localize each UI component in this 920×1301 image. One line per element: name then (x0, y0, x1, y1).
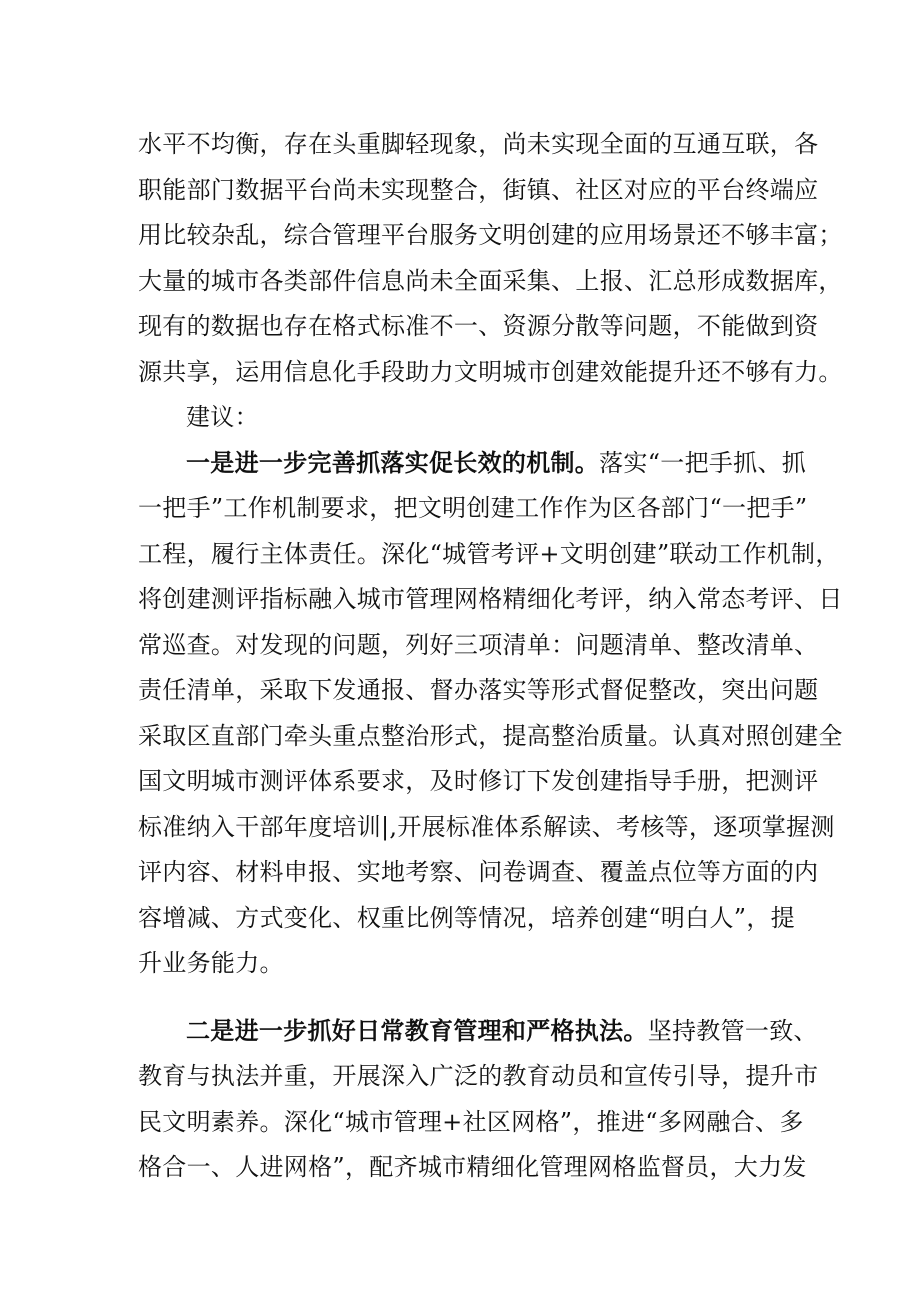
text-line: 现有的数据也存在格式标准不一、资源分散等问题，不能做到资 (138, 312, 819, 340)
text-line: 常巡查。对发现的问题，列好三项清单：问题清单、整改清单、 (138, 630, 819, 659)
paragraph-gap (138, 987, 788, 1009)
item-2-heading: 二是进一步抓好日常教育管理和严格执法。 (186, 1016, 648, 1045)
text-line: 格合一、人进网格”，配齐城市精细化管理网格监督员，大力发 (138, 1153, 807, 1181)
text-line: 国文明城市测评体系要求，及时修订下发创建指导手册，把测评 (138, 767, 819, 795)
text-line: 职能部门数据平台尚未实现整合，街镇、社区对应的平台终端应 (138, 175, 819, 204)
item-2-first-line-rest: 坚持教管一致、 (647, 1016, 818, 1045)
text-line: 将创建测评指标融入城市管理网格精细化考评，纳入常态考评、日 (138, 585, 843, 613)
item-1-heading: 一是进一步完善抓落实促长效的机制。 (186, 448, 600, 477)
text-line: 采取区直部门牵头重点整治形式，提高整治质量。认真对照创建全 (138, 721, 843, 750)
text-line: 评内容、材料申报、实地考察、问卷调查、覆盖点位等方面的内 (138, 858, 819, 886)
item-1-first-line-rest: 落实“一把手抓、抓 (599, 448, 807, 477)
text-line: 大量的城市各类部件信息尚未全面采集、上报、汇总形成数据库， (138, 266, 843, 295)
text-line: 责任清单，采取下发通报、督办落实等形式督促整改，突出问题 (138, 676, 819, 704)
document-body (138, 122, 843, 1191)
text-line: 标准纳入干部年度培训|,开展标准体系解读、考核等，逐项掌握测 (138, 812, 835, 841)
text-line: 工程，履行主体责任。深化“城管考评+文明创建”联动工作机制， (138, 539, 840, 568)
text-line: 水平不均衡，存在头重脚轻现象，尚未实现全面的互通互联，各 (138, 130, 819, 158)
text-line: 教育与执法并重，开展深入广泛的教育动员和宣传引导，提升市 (138, 1062, 819, 1090)
text-line: 源共享，运用信息化手段助力文明城市创建效能提升还不够有力。 (138, 357, 843, 386)
text-line: 民文明素养。深化“城市管理+社区网格”，推进“多网融合、多 (138, 1107, 804, 1136)
suggestion-label: 建议： (186, 403, 259, 431)
item-1-first-line (138, 441, 807, 487)
text-line: 容增减、方式变化、权重比例等情况，培养创建“明白人”，提 (138, 903, 795, 932)
text-line: 一把手”工作机制要求，把文明创建工作作为区各部门“一把手” (138, 494, 808, 522)
text-line: 升业务能力。 (138, 949, 284, 977)
text-line: 用比较杂乱，综合管理平台服务文明创建的应用场景还不够丰富； (138, 221, 843, 249)
item-2-first-line (138, 1009, 818, 1055)
